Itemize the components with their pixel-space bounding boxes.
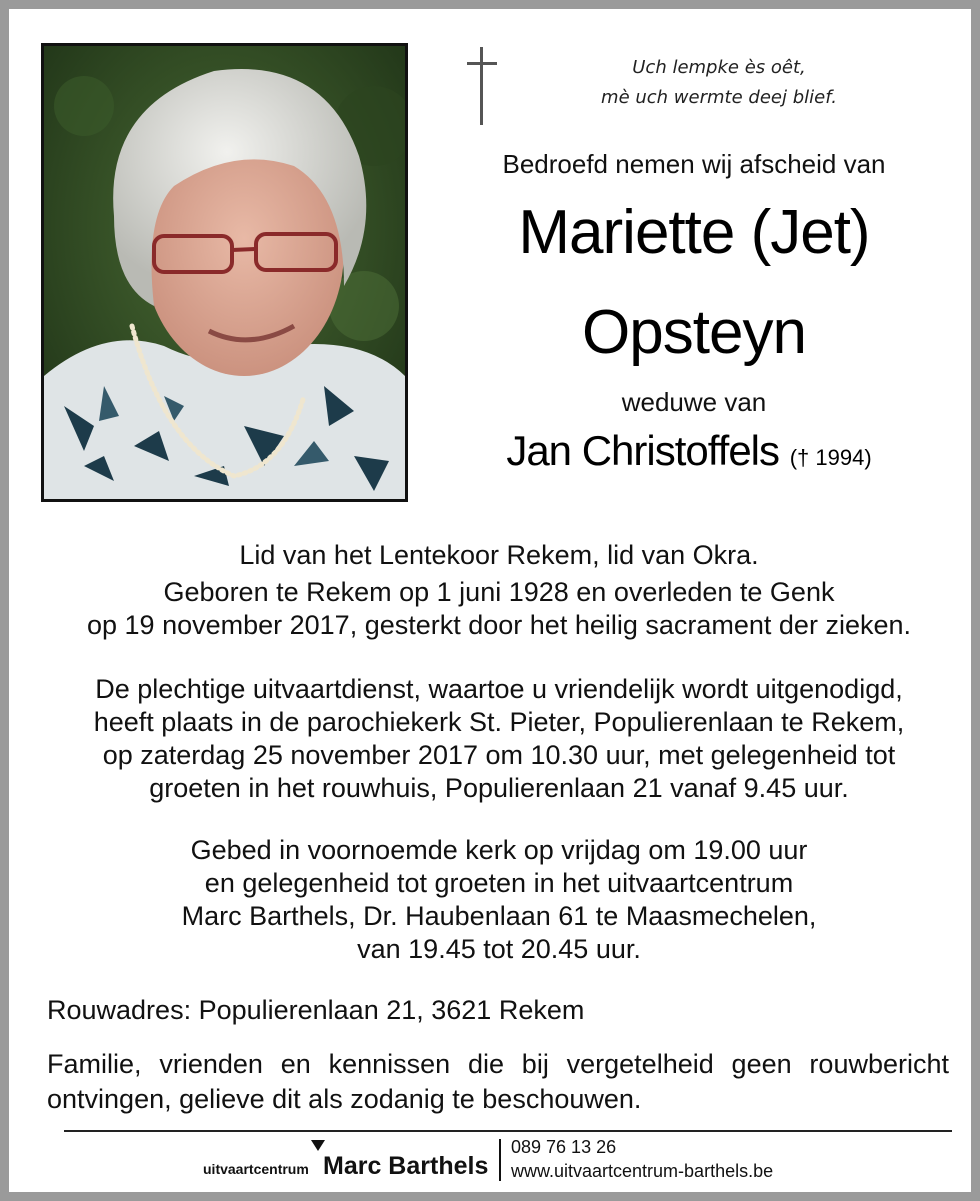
notice-text: Familie, vrienden en kennissen die bij vergetelheid geen rouwbericht ontvingen, gelieve dit als zodanig te beschouwen. (47, 1049, 949, 1114)
prayer-line-4: van 19.45 tot 20.45 uur. (357, 934, 641, 964)
service-line-1: De plechtige uitvaartdienst, waartoe u vriendelijk wordt uitgenodigd, (95, 674, 903, 704)
widow-of-label: weduwe van (621, 387, 767, 417)
deceased-last-name: Opsteyn (582, 298, 806, 367)
poem-line-2: mè uch wermte deej blief. (601, 87, 837, 108)
service-line-2: heeft plaats in de parochiekerk St. Pieter, Populierenlaan te Rekem, (93, 707, 905, 737)
prayer-line-1: Gebed in voornoemde kerk op vrijdag om 19.00 uur (190, 835, 808, 865)
service-line-3: op zaterdag 25 november 2017 om 10.30 uur, met gelegenheid tot (102, 740, 896, 770)
brand-triangle-icon (311, 1140, 325, 1151)
deceased-first-name: Mariette (Jet) (518, 198, 870, 267)
footer-divider (64, 1130, 952, 1132)
bio-line-1: Lid van het Lentekoor Rekem, lid van Okra. (239, 540, 759, 570)
footer (199, 1135, 899, 1185)
phone-number: 089 76 13 26 (511, 1137, 617, 1157)
website-link[interactable]: www.uitvaartcentrum-barthels.be (511, 1161, 774, 1181)
service-block (49, 673, 949, 805)
brand-name: Marc Barthels (323, 1152, 489, 1180)
poem (509, 53, 929, 113)
brand-prefix: uitvaartcentrum (203, 1161, 309, 1177)
intro-text: Bedroefd nemen wij afscheid van (502, 149, 886, 179)
bio-line-3: op 19 november 2017, gesterkt door het heilig sacrament der zieken. (87, 610, 911, 640)
mourning-address: Rouwadres: Populierenlaan 21, 3621 Rekem (47, 995, 585, 1025)
service-line-4: groeten in het rouwhuis, Populierenlaan 21 vanaf 9.45 uur. (149, 773, 849, 803)
spouse-name: Jan Christoffels (506, 427, 780, 474)
footer-separator (499, 1139, 501, 1181)
spouse-name-line (429, 427, 949, 475)
bio-line-2: Geboren te Rekem op 1 juni 1928 en overleden te Genk (163, 577, 835, 607)
spouse-death-year: († 1994) (789, 445, 872, 470)
portrait-image (44, 46, 405, 499)
bio-block (49, 539, 949, 642)
poem-line-1: Uch lempke ès oêt, (632, 57, 806, 78)
prayer-line-2: en gelegenheid tot groeten in het uitvaartcentrum (204, 868, 794, 898)
portrait-photo (41, 43, 408, 502)
prayer-block (49, 834, 949, 966)
cross-icon (467, 47, 497, 125)
prayer-line-3: Marc Barthels, Dr. Haubenlaan 61 te Maasmechelen, (181, 901, 817, 931)
